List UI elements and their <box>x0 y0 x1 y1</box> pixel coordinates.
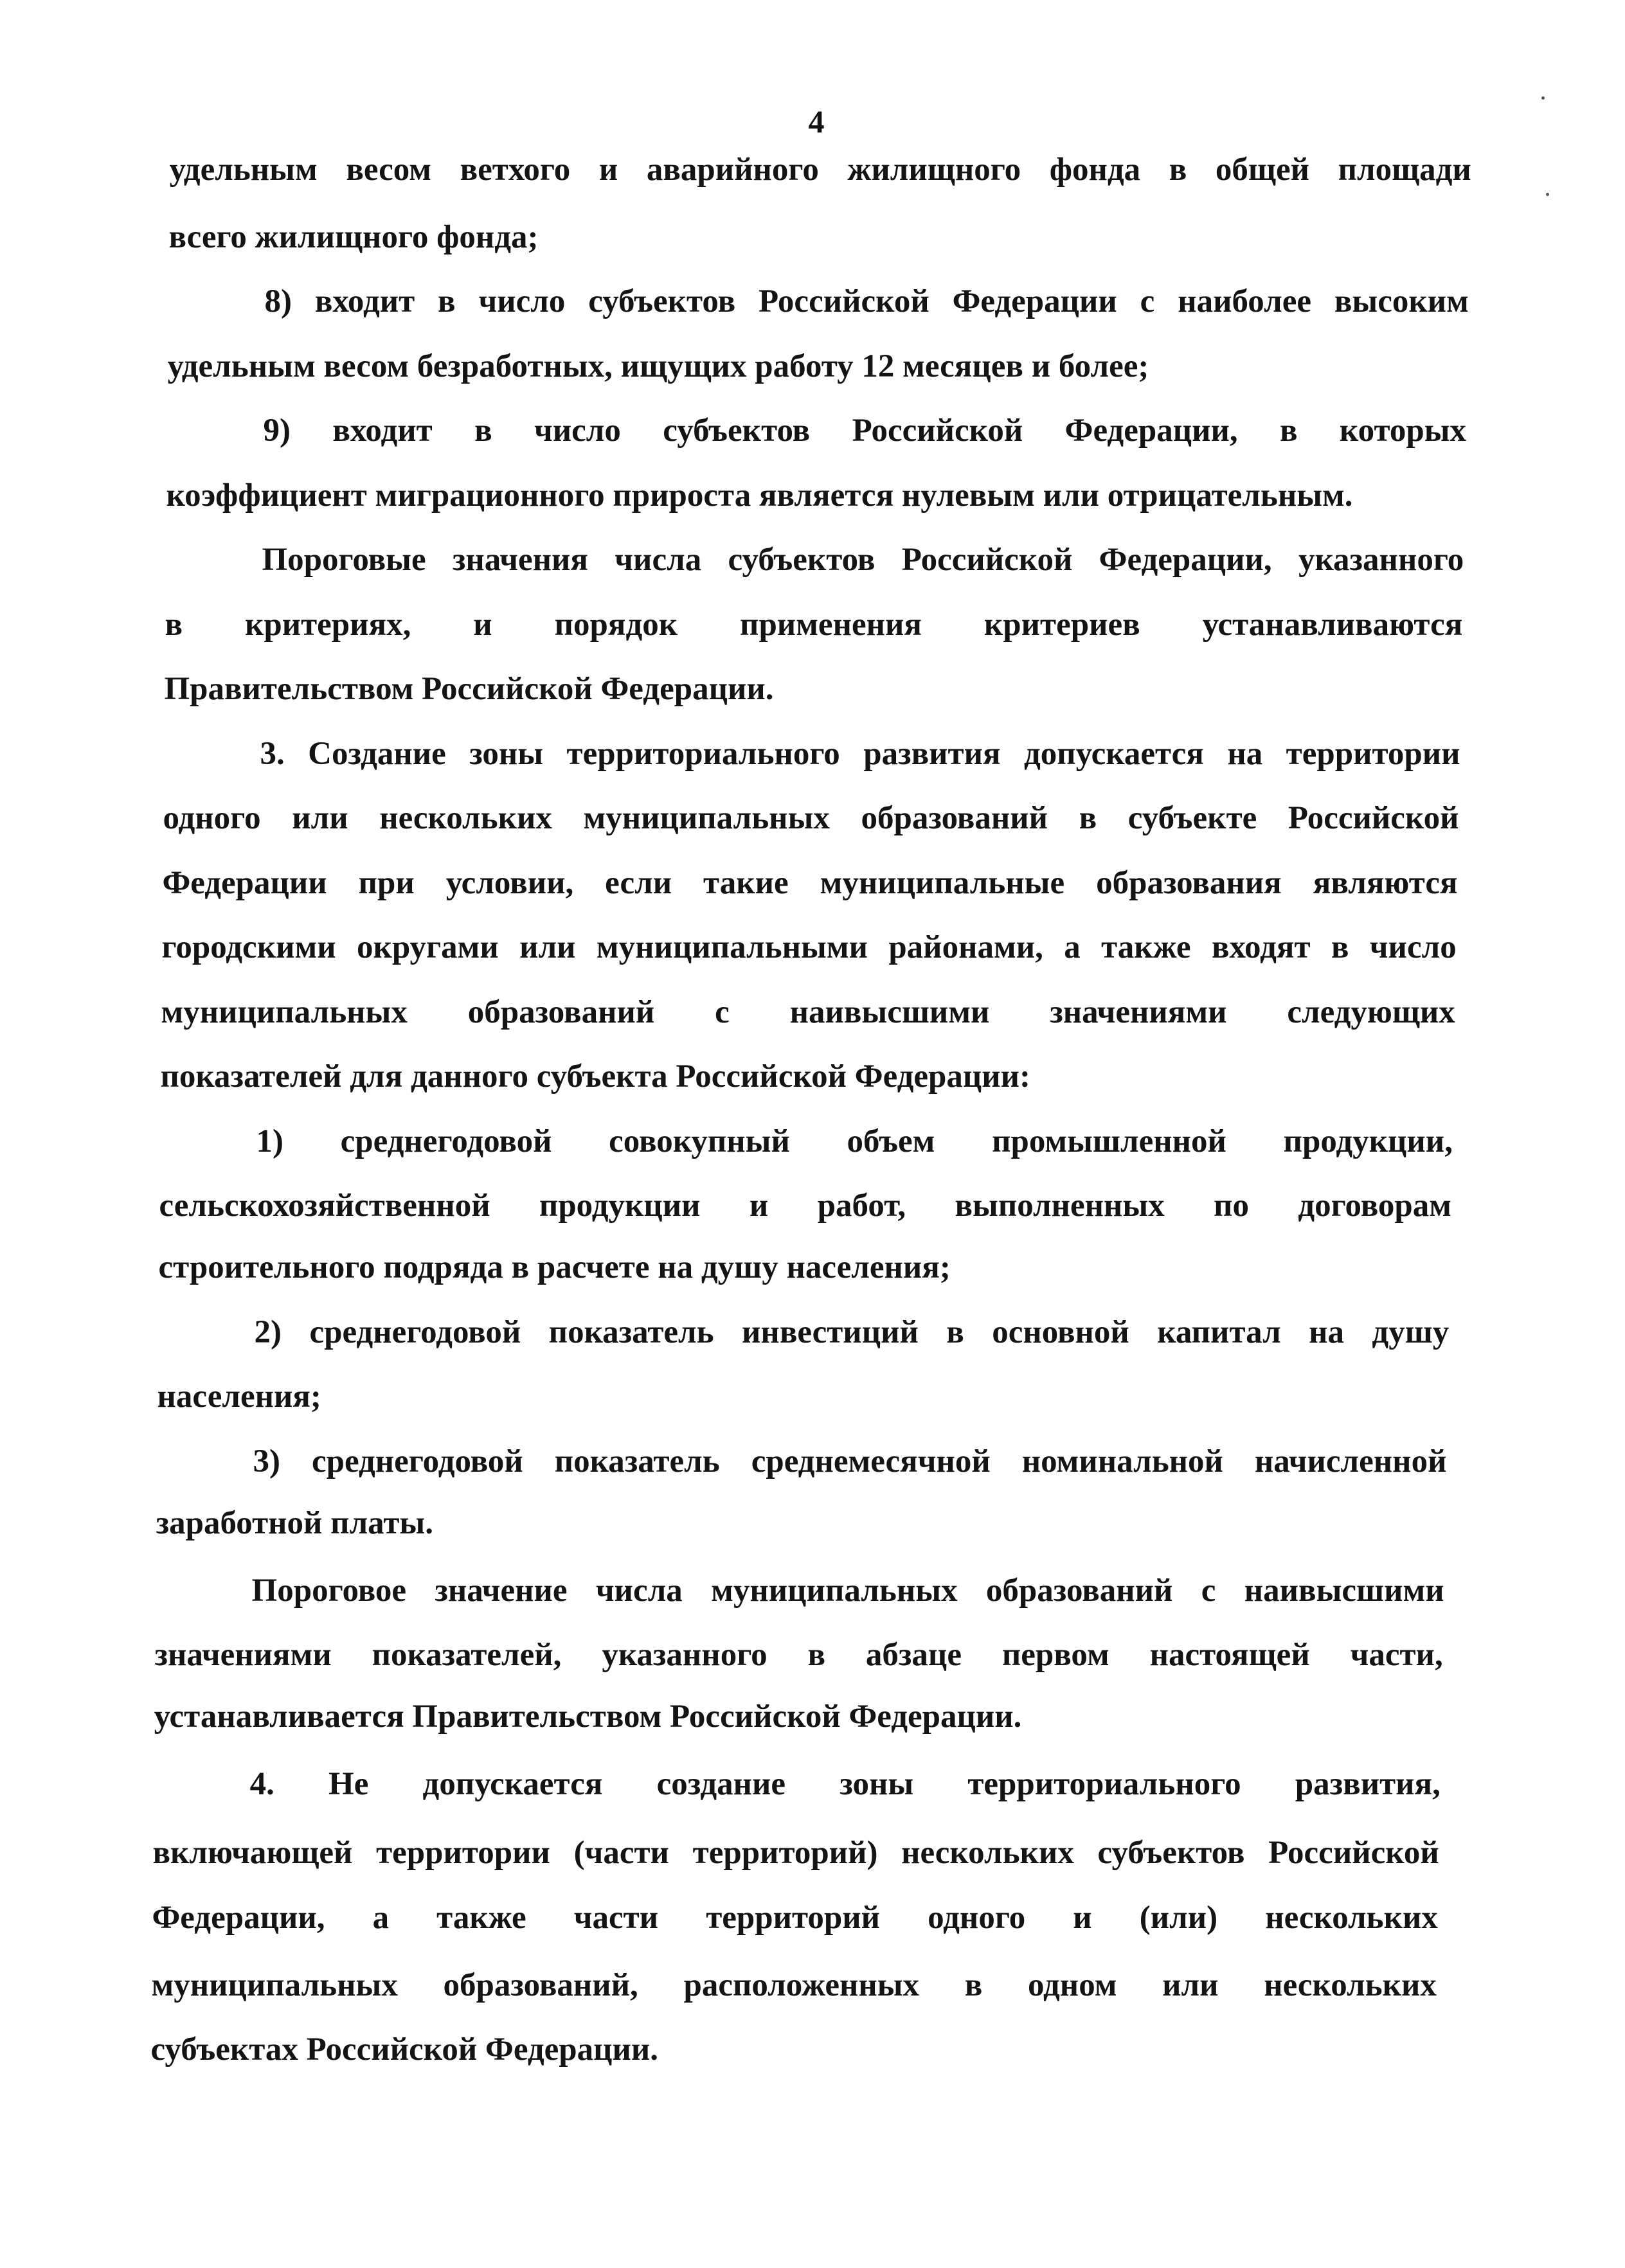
text-line: значениями показателей, указанного в абзаце первом настоящей части, <box>154 1637 1443 1674</box>
text-line: удельным весом безработных, ищущих работу 12 месяцев и более; <box>167 348 1149 384</box>
text-line: Пороговые значения числа субъектов Российской Федерации, указанного <box>262 542 1464 578</box>
text-line: 9) входит в число субъектов Российской Федерации, в которых <box>263 413 1467 449</box>
text-line: 3. Создание зоны территориального развития допускается на территории <box>260 735 1460 772</box>
text-line: муниципальных образований, расположенных в одном или нескольких <box>151 1967 1437 2003</box>
text-line: 2) среднегодовой показатель инвестиций в основной капитал на душу <box>254 1314 1450 1350</box>
text-line: 3) среднегодовой показатель среднемесячной номинальной начисленной <box>253 1443 1447 1479</box>
scan-speck <box>1541 96 1545 100</box>
text-line: строительного подряда в расчете на душу населения; <box>158 1249 951 1286</box>
text-line: субъектах Российской Федерации. <box>150 2031 659 2068</box>
text-line: одного или нескольких муниципальных образований в субъекте Российской <box>163 800 1459 837</box>
text-line: заработной платы. <box>156 1505 433 1541</box>
text-line: Федерации, а также части территорий одного и (или) нескольких <box>152 1899 1438 1936</box>
text-line: Правительством Российской Федерации. <box>164 671 774 708</box>
scan-speck <box>1546 193 1549 196</box>
text-line: показателей для данного субъекта Российской Федерации: <box>160 1058 1031 1095</box>
text-line: населения; <box>157 1379 321 1415</box>
text-line: городскими округами или муниципальными районами, а также входят в число <box>161 929 1457 966</box>
text-line: 1) среднегодовой совокупный объем промышленной продукции, <box>256 1123 1453 1159</box>
text-line: муниципальных образований с наивысшими значениями следующих <box>161 994 1455 1030</box>
text-line: удельным весом ветхого и аварийного жилищного фонда в общей площади <box>169 151 1471 188</box>
text-line: сельскохозяйственной продукции и работ, выполненных по договорам <box>159 1188 1452 1224</box>
text-line: включающей территории (части территорий) нескольких субъектов Российской <box>152 1835 1439 1871</box>
text-line: 4. Не допускается создание зоны территориального развития, <box>249 1766 1441 1803</box>
text-line: устанавливается Правительством Российской Федерации. <box>154 1699 1022 1735</box>
text-line: Федерации при условии, если такие муниципальные образования являются <box>162 864 1458 901</box>
text-line: всего жилищного фонда; <box>168 219 539 255</box>
text-line: Пороговое значение числа муниципальных образований с наивысшими <box>251 1572 1444 1609</box>
page-number: 4 <box>808 103 825 139</box>
text-line: в критериях, и порядок применения критериев устанавливаются <box>165 606 1463 643</box>
text-line: 8) входит в число субъектов Российской Федерации с наиболее высоким <box>264 283 1469 320</box>
text-line: коэффициент миграционного прироста является нулевым или отрицательным. <box>166 477 1353 513</box>
